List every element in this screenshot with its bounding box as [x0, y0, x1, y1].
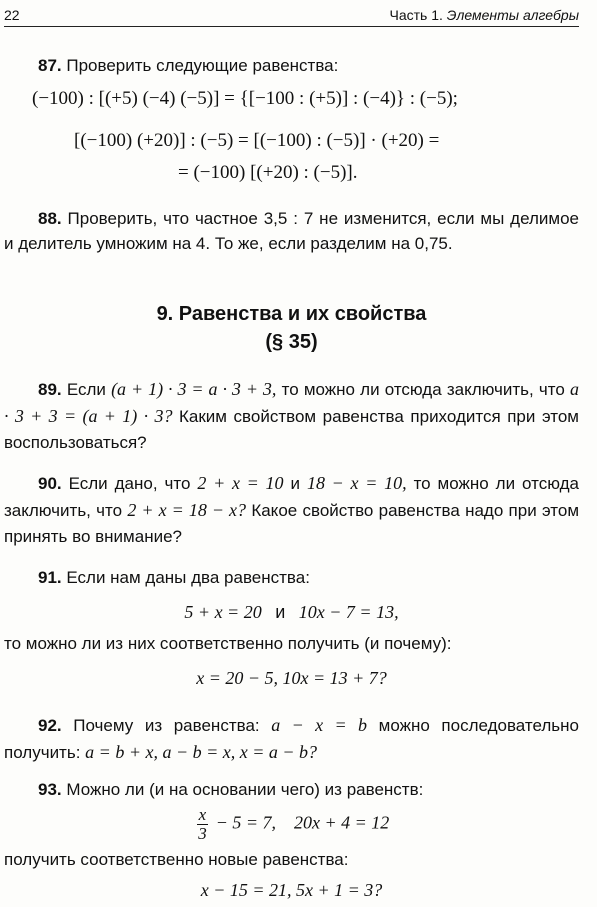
problem-90 [4, 470, 579, 550]
problem-text: Проверить следующие равенства: [66, 56, 339, 75]
problem-number: 89. [38, 380, 62, 399]
problem-text: Каким свойством равенства приходится при этом воспользоваться? [4, 407, 579, 452]
inline-math: 18 − x = 10, [306, 473, 407, 493]
problem-text: Если нам даны два равенства: [66, 568, 310, 587]
inline-math: (a + 1) · 3 = a · 3 + 3, [111, 379, 277, 399]
problem-91 [4, 568, 579, 588]
page-number: 22 [4, 7, 20, 24]
equation-part: 5 + x = 20 [184, 602, 262, 622]
equation-conjunction: и [275, 602, 286, 622]
chapter-title: Элементы алгебры [446, 7, 579, 24]
equation-part: 10x − 7 = 13, [298, 602, 399, 622]
problem-number: 93. [38, 780, 62, 799]
equation-91-1 [4, 602, 579, 624]
problem-93-text2: получить соответственно новые равенства: [4, 850, 349, 869]
problem-text: Какое свойство равенства надо при этом принять во внимание? [4, 501, 580, 546]
equation-part: − 5 = 7, [215, 812, 277, 833]
problem-number: 91. [38, 568, 62, 587]
problem-text: Если дано, что [68, 474, 191, 493]
section-ref: (§ 35) [265, 331, 318, 353]
equation-91-2: x = 20 − 5, 10x = 13 + 7? [196, 668, 387, 688]
problem-93 [4, 780, 579, 800]
section-title: 9. Равенства и их свойства [156, 303, 427, 325]
problem-91-text2: то можно ли из них соответственно получить (и почему): [4, 634, 452, 653]
problem-88 [4, 206, 579, 256]
problem-number: 90. [38, 474, 62, 493]
equation-part: 20x + 4 = 12 [294, 812, 390, 833]
inline-math: a − x = b [271, 715, 368, 735]
page-header [4, 2, 579, 27]
inline-math: a = b + x, a − b = x, x = a − b? [85, 742, 318, 762]
fraction [197, 806, 209, 843]
fraction-numerator: x [198, 805, 207, 824]
problem-text: можно последовательно получить: [4, 716, 579, 762]
equation-87-2a: [(−100) (+20)] : (−5) = [(−100) : (−5)] · (+20) = [74, 130, 440, 151]
equation-87-2b: = (−100) [(+20) : (−5)]. [178, 162, 358, 183]
problem-text: Можно ли (и на основании чего) из равенств: [66, 780, 424, 799]
problem-number: 88. [38, 209, 62, 228]
running-head [390, 7, 579, 24]
fraction-denominator: 3 [198, 823, 207, 843]
problem-87 [4, 56, 579, 76]
equation-93-1 [4, 806, 579, 843]
problem-text: то можно ли отсюда заключить, что [4, 474, 579, 520]
problem-text: Если [66, 380, 106, 399]
equation-93-2: x − 15 = 21, 5x + 1 = 3? [200, 880, 383, 900]
problem-92 [4, 712, 579, 766]
problem-89 [4, 376, 579, 456]
problem-text: Почему из равенства: [73, 716, 260, 735]
problem-number: 92. [38, 716, 62, 735]
inline-math: a · 3 + 3 = (a + 1) · 3? [4, 379, 579, 426]
chapter-label: Часть 1. [389, 7, 443, 24]
problem-text: Проверить, что частное 3,5 : 7 не изменится, если мы делимое и делитель умножим на 4. То же, если разделим на 0,75. [4, 209, 579, 253]
problem-text: и [290, 474, 300, 493]
inline-math: 2 + x = 10 [197, 473, 284, 493]
problem-text: то можно ли отсюда заключить, что [281, 380, 565, 399]
problem-number: 87. [38, 56, 62, 75]
equation-87-1: (−100) : [(+5) (−4) (−5)] = {[−100 : (+5)] : (−4)} : (−5); [32, 88, 458, 109]
inline-math: 2 + x = 18 − x? [127, 500, 247, 520]
